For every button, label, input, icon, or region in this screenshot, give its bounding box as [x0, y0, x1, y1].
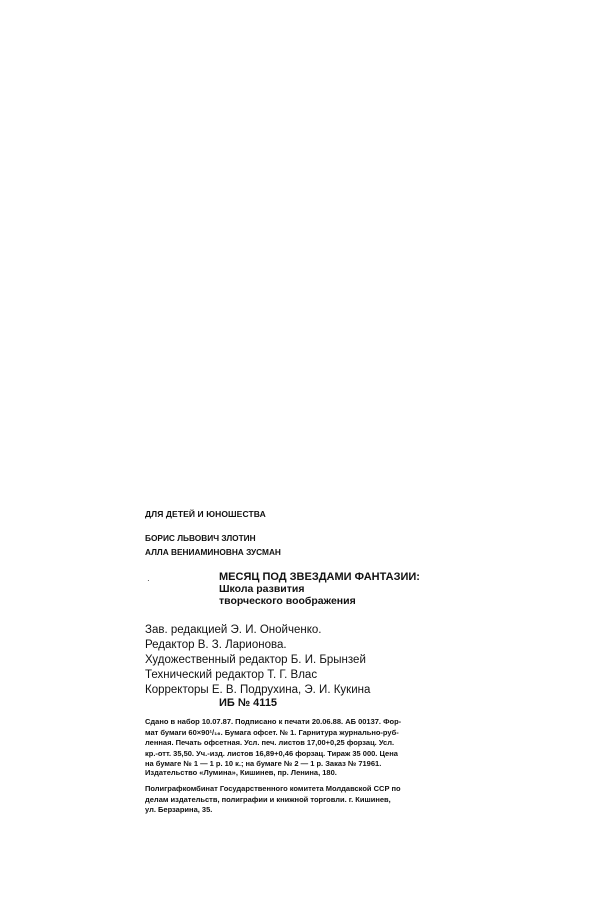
print-details-line: Сдано в набор 10.07.87. Подписано к печати 20.06.88. АБ 00137. Фор-: [145, 717, 402, 726]
editorial-staff: [145, 623, 370, 698]
book-subtitle-line: творческого воображения: [219, 595, 356, 607]
publisher-line: Издательство «Лумина», Кишинев, пр. Ленина, 180.: [145, 768, 337, 777]
staff-line: Зав. редакцией Э. И. Онойченко.: [145, 624, 322, 636]
print-details: [145, 717, 465, 770]
staff-line: Редактор В. З. Ларионова.: [145, 639, 287, 651]
printer-line: делам издательств, полиграфии и книжной торговли. г. Кишинев,: [145, 794, 391, 804]
author-name: АЛЛА ВЕНИАМИНОВНА ЗУСМАН: [145, 547, 281, 557]
printer-line: Полиграфкомбинат Государственного комитета Молдавской ССР по: [145, 784, 401, 793]
author-name: БОРИС ЛЬВОВИЧ ЗЛОТИН: [145, 533, 256, 543]
authors-block: [145, 531, 281, 559]
book-subtitle-line: Школа развития: [219, 583, 305, 595]
series-label: ДЛЯ ДЕТЕЙ И ЮНОШЕСТВА: [145, 509, 266, 519]
book-title-block: [219, 571, 420, 607]
staff-line: Художественный редактор Б. И. Брынзей: [145, 654, 366, 666]
print-details-line: ленная. Печать офсетная. Усл. печ. листов 17,00+0,25 форзац. Усл.: [145, 738, 395, 747]
stray-mark: ·: [147, 576, 150, 585]
print-details-line: на бумаге № 1 — 1 р. 10 к.; на бумаге № 2 — 1 р. Заказ № 71961.: [145, 759, 382, 768]
book-title: МЕСЯЦ ПОД ЗВЕЗДАМИ ФАНТАЗИИ:: [219, 571, 420, 583]
staff-line: Корректоры Е. В. Подрухина, Э. И. Кукина: [145, 684, 371, 696]
printer-line: ул. Берзарина, 35.: [145, 805, 213, 814]
staff-line: Технический редактор Т. Г. Влас: [145, 669, 318, 681]
ib-number: ИБ № 4115: [219, 697, 278, 709]
print-details-line: мат бумаги 60×90¹/₁₆. Бумага офсет. № 1. Гарнитура журнально-руб-: [145, 727, 399, 737]
print-details-line: кр.-отт. 35,50. Уч.-изд. листов 16,89+0,46 форзац. Тираж 35 000. Цена: [145, 748, 398, 758]
printer-info: [145, 784, 401, 816]
